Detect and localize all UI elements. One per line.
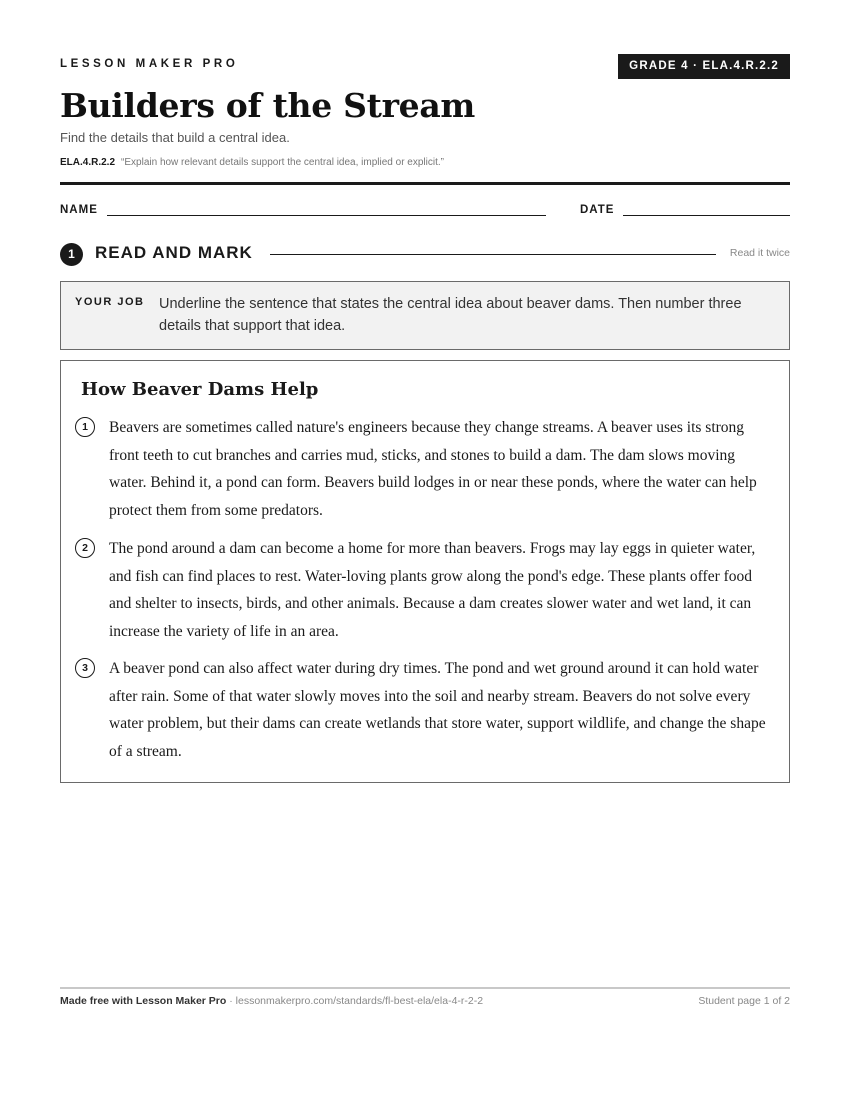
standard-quote: “Explain how relevant details support the central idea, implied or explicit.” — [121, 157, 444, 168]
footer-page-number: Student page 1 of 2 — [698, 995, 790, 1007]
date-field[interactable] — [623, 215, 790, 216]
passage-box — [60, 360, 790, 783]
paragraph-number: 1 — [75, 417, 95, 437]
section-title: READ AND MARK — [95, 243, 253, 262]
paragraph-number: 3 — [75, 658, 95, 678]
footer-credit — [60, 995, 483, 1007]
your-job-label: YOUR JOB — [75, 296, 145, 308]
footer-url[interactable]: · lessonmakerpro.com/standards/fl-best-ela/ela-4-r-2-2 — [226, 995, 484, 1007]
name-label: NAME — [60, 204, 98, 216]
brand-name: LESSON MAKER PRO — [60, 58, 239, 70]
section-note: Read it twice — [729, 247, 790, 259]
paragraph-text: The pond around a dam can become a home for more than beavers. Frogs may lay eggs in quieter water, and fish can find places to rest. Water-loving plants grow along the pond's edge. These plants offer food and shelter to insects, birds, and other animals. Because a dam creates slower water and wet land, it can increase the variety of life in an area. — [109, 540, 756, 640]
footer-made-with: Made free with Lesson Maker Pro — [60, 995, 227, 1007]
your-job-text: Underline the sentence that states the central idea about beaver dams. Then number three details that support that idea. — [159, 296, 742, 334]
paragraph-number: 2 — [75, 538, 95, 558]
your-job-box — [60, 281, 790, 350]
paragraph-text: A beaver pond can also affect water during dry times. The pond and wet ground around it can hold water after rain. Some of that water slowly moves into the soil and nearby stream. Beavers do not solve every water problem, but their dams can create wetlands that store water, support wildlife, and change the shape of a stream. — [109, 660, 766, 760]
section-divider — [270, 254, 716, 255]
date-label: DATE — [580, 204, 615, 216]
header-divider — [60, 182, 790, 185]
footer-divider — [60, 987, 790, 989]
passage-title: How Beaver Dams Help — [81, 379, 319, 400]
section-number-badge: 1 — [60, 243, 83, 266]
paragraph-text: Beavers are sometimes called nature's engineers because they change streams. A beaver uses its strong front teeth to cut branches and carries mud, sticks, and stones to build a dam. The dam slows moving water. Behind it, a pond can form. Beavers build lodges in or near these ponds, where the water can help protect them from some predators. — [109, 419, 757, 519]
name-field[interactable] — [107, 215, 546, 216]
standard-line — [60, 157, 444, 168]
standard-code: ELA.4.R.2.2 — [60, 157, 116, 168]
grade-badge: GRADE 4 · ELA.4.R.2.2 — [618, 54, 790, 79]
page-subtitle: Find the details that build a central idea. — [60, 130, 290, 145]
page-title: Builders of the Stream — [60, 86, 476, 125]
